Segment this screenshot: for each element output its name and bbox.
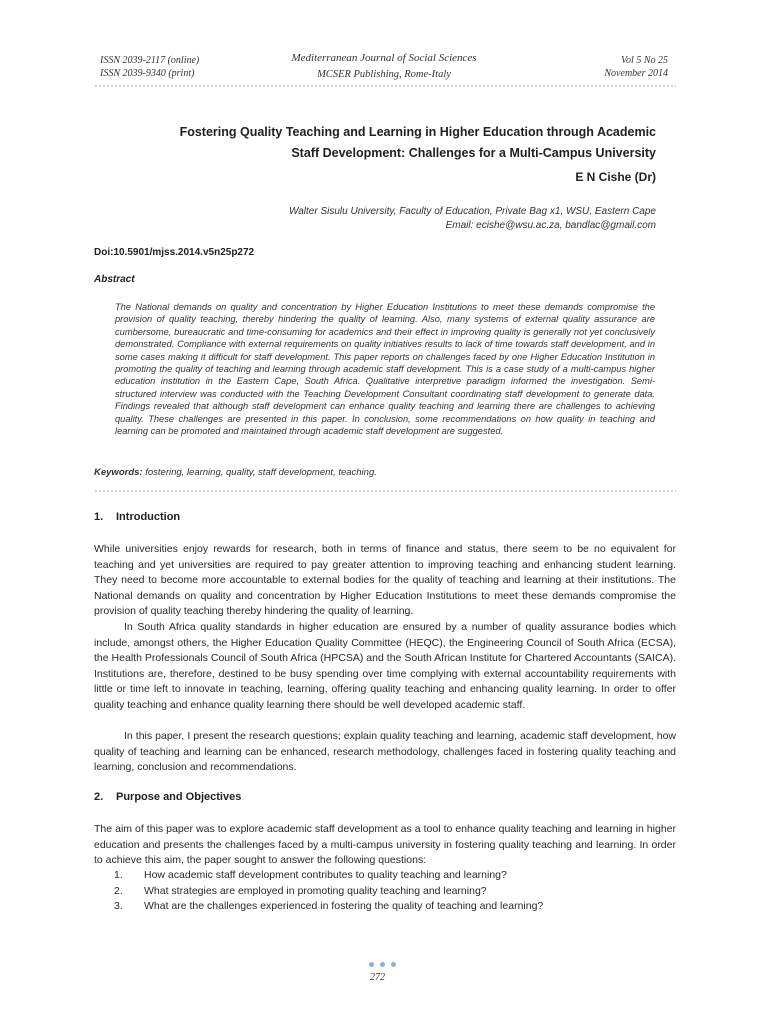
purpose-paragraph: The aim of this paper was to explore academic staff development as a tool to enhance quality teaching and learning in higher education and presents the challenges faced by a multi-campus university in fostering quality teaching and learning. In order to achieve this aim, the paper sought to answer the following questions: bbox=[94, 823, 676, 866]
volume-issue: Vol 5 No 25 bbox=[621, 55, 668, 66]
list-item-text: What strategies are employed in promoting quality teaching and learning? bbox=[144, 884, 487, 897]
dot bbox=[380, 962, 385, 967]
keywords-text: fostering, learning, quality, staff development, teaching. bbox=[142, 467, 377, 478]
header-divider bbox=[94, 84, 676, 88]
section-heading-purpose bbox=[94, 791, 241, 803]
abstract-divider bbox=[94, 489, 676, 493]
section-title: Purpose and Objectives bbox=[116, 791, 242, 803]
section-number: 2. bbox=[94, 791, 104, 803]
abstract-heading: Abstract bbox=[94, 274, 135, 285]
list-item-text: What are the challenges experienced in fostering the quality of teaching and learning? bbox=[144, 900, 544, 912]
section-title: Introduction bbox=[116, 511, 181, 523]
section-number: 1. bbox=[94, 511, 104, 523]
journal-name: Mediterranean Journal of Social Sciences bbox=[291, 52, 477, 64]
research-questions-list bbox=[114, 868, 676, 915]
affiliation: Walter Sisulu University, Faculty of Education, Private Bag x1, WSU, Eastern Cape bbox=[288, 206, 656, 217]
keywords bbox=[94, 467, 377, 478]
issn-print: ISSN 2039-9340 (print) bbox=[100, 68, 195, 79]
list-item bbox=[114, 899, 676, 915]
list-item-text: How academic staff development contributes to quality teaching and learning? bbox=[144, 869, 507, 881]
page-number: 272 bbox=[370, 972, 385, 983]
footer-dots-ornament bbox=[369, 962, 396, 967]
section-heading-introduction bbox=[94, 511, 180, 523]
intro-paragraph-1: While universities enjoy rewards for research, both in terms of finance and status, there seem to be no equivalent for teaching and yet universities are required to pay greater attention to improving teaching and enhancing student learning. They need to become more accountable to external bodies for the quality of teaching and learning at their institutions. The National demands on quality and concentration by Higher Education Institutions to meet these demands compromise the provision of quality teaching thereby hindering the quality of learning. bbox=[94, 543, 676, 617]
author-email: Email: ecishe@wsu.ac.za, bandlac@gmail.com bbox=[445, 220, 656, 231]
publisher: MCSER Publishing, Rome-Italy bbox=[317, 69, 451, 80]
issue-date: November 2014 bbox=[604, 68, 668, 79]
list-item-number: 3. bbox=[114, 900, 123, 912]
list-item bbox=[114, 868, 676, 884]
list-item-number: 2. bbox=[114, 884, 123, 897]
author-name: E N Cishe (Dr) bbox=[575, 170, 656, 184]
list-item bbox=[114, 884, 676, 900]
list-item-number: 1. bbox=[114, 869, 123, 881]
paper-title-line-2: Staff Development: Challenges for a Multi-Campus University bbox=[291, 146, 656, 160]
dot bbox=[391, 962, 396, 967]
issn-online: ISSN 2039-2117 (online) bbox=[100, 55, 200, 66]
affiliation-block bbox=[289, 205, 656, 233]
paper-title bbox=[110, 122, 656, 164]
intro-paragraph-3: In this paper, I present the research questions; explain quality teaching and learning, academic staff development, how quality of teaching and learning can be enhanced, research methodology, challenges faced in fostering quality teaching and learning, conclusion and recommendations. bbox=[94, 730, 676, 773]
keywords-label: Keywords: bbox=[94, 467, 143, 478]
intro-paragraph-2: In South Africa quality standards in higher education are ensured by a number of quality assurance bodies which include, amongst others, the Higher Education Quality Committee (HEQC), the Engineering Council of South Africa (ECSA), the Health Professionals Council of South Africa (HPCSA) and the South African Institute for Chartered Accountants (SAICA). Institutions are, therefore, destined to be busy spending over time complying with external accountability requirements with little or time left to innovate in teaching, learning, offering quality teaching and enhancing quality learning. In order to offer quality teaching and enhance quality learning there should be well developed academic staff. bbox=[94, 621, 676, 711]
abstract-text: The National demands on quality and concentration by Higher Education Institutions to meet these demands compromise the provision of quality teaching, thereby hindering the quality of learning. Also, many systems of external quality assurance are cumbersome, bureaucratic and time-consuming for academics and their effect in improving quality is generally not yet conclusively demonstrated. Compliance with external requirements on quality initiatives results to lack of time towards staff development, and in some cases making it difficult for staff development. This paper reports on challenges faced by one Higher Education Institution in promoting the quality of teaching and learning through academic staff development. This is a case study of a multi-campus higher education institution in the Eastern Cape, South Africa. Qualitative interpretive paradigm informed the investigation. Semi-structured interview was conducted with the Teaching Development Consultant coordinating staff development to generate data. Findings revealed that although staff development can enhance quality teaching and learning there are challenges to achieving quality. These challenges are presented in this paper. In conclusion, some recommendations on how quality in teaching and learning can be promoted and maintained through academic staff development are suggested. bbox=[115, 302, 655, 437]
dot bbox=[369, 962, 374, 967]
doi: Doi:10.5901/mjss.2014.v5n25p272 bbox=[94, 247, 255, 258]
paper-title-line-1: Fostering Quality Teaching and Learning in Higher Education through Academic bbox=[179, 125, 656, 139]
